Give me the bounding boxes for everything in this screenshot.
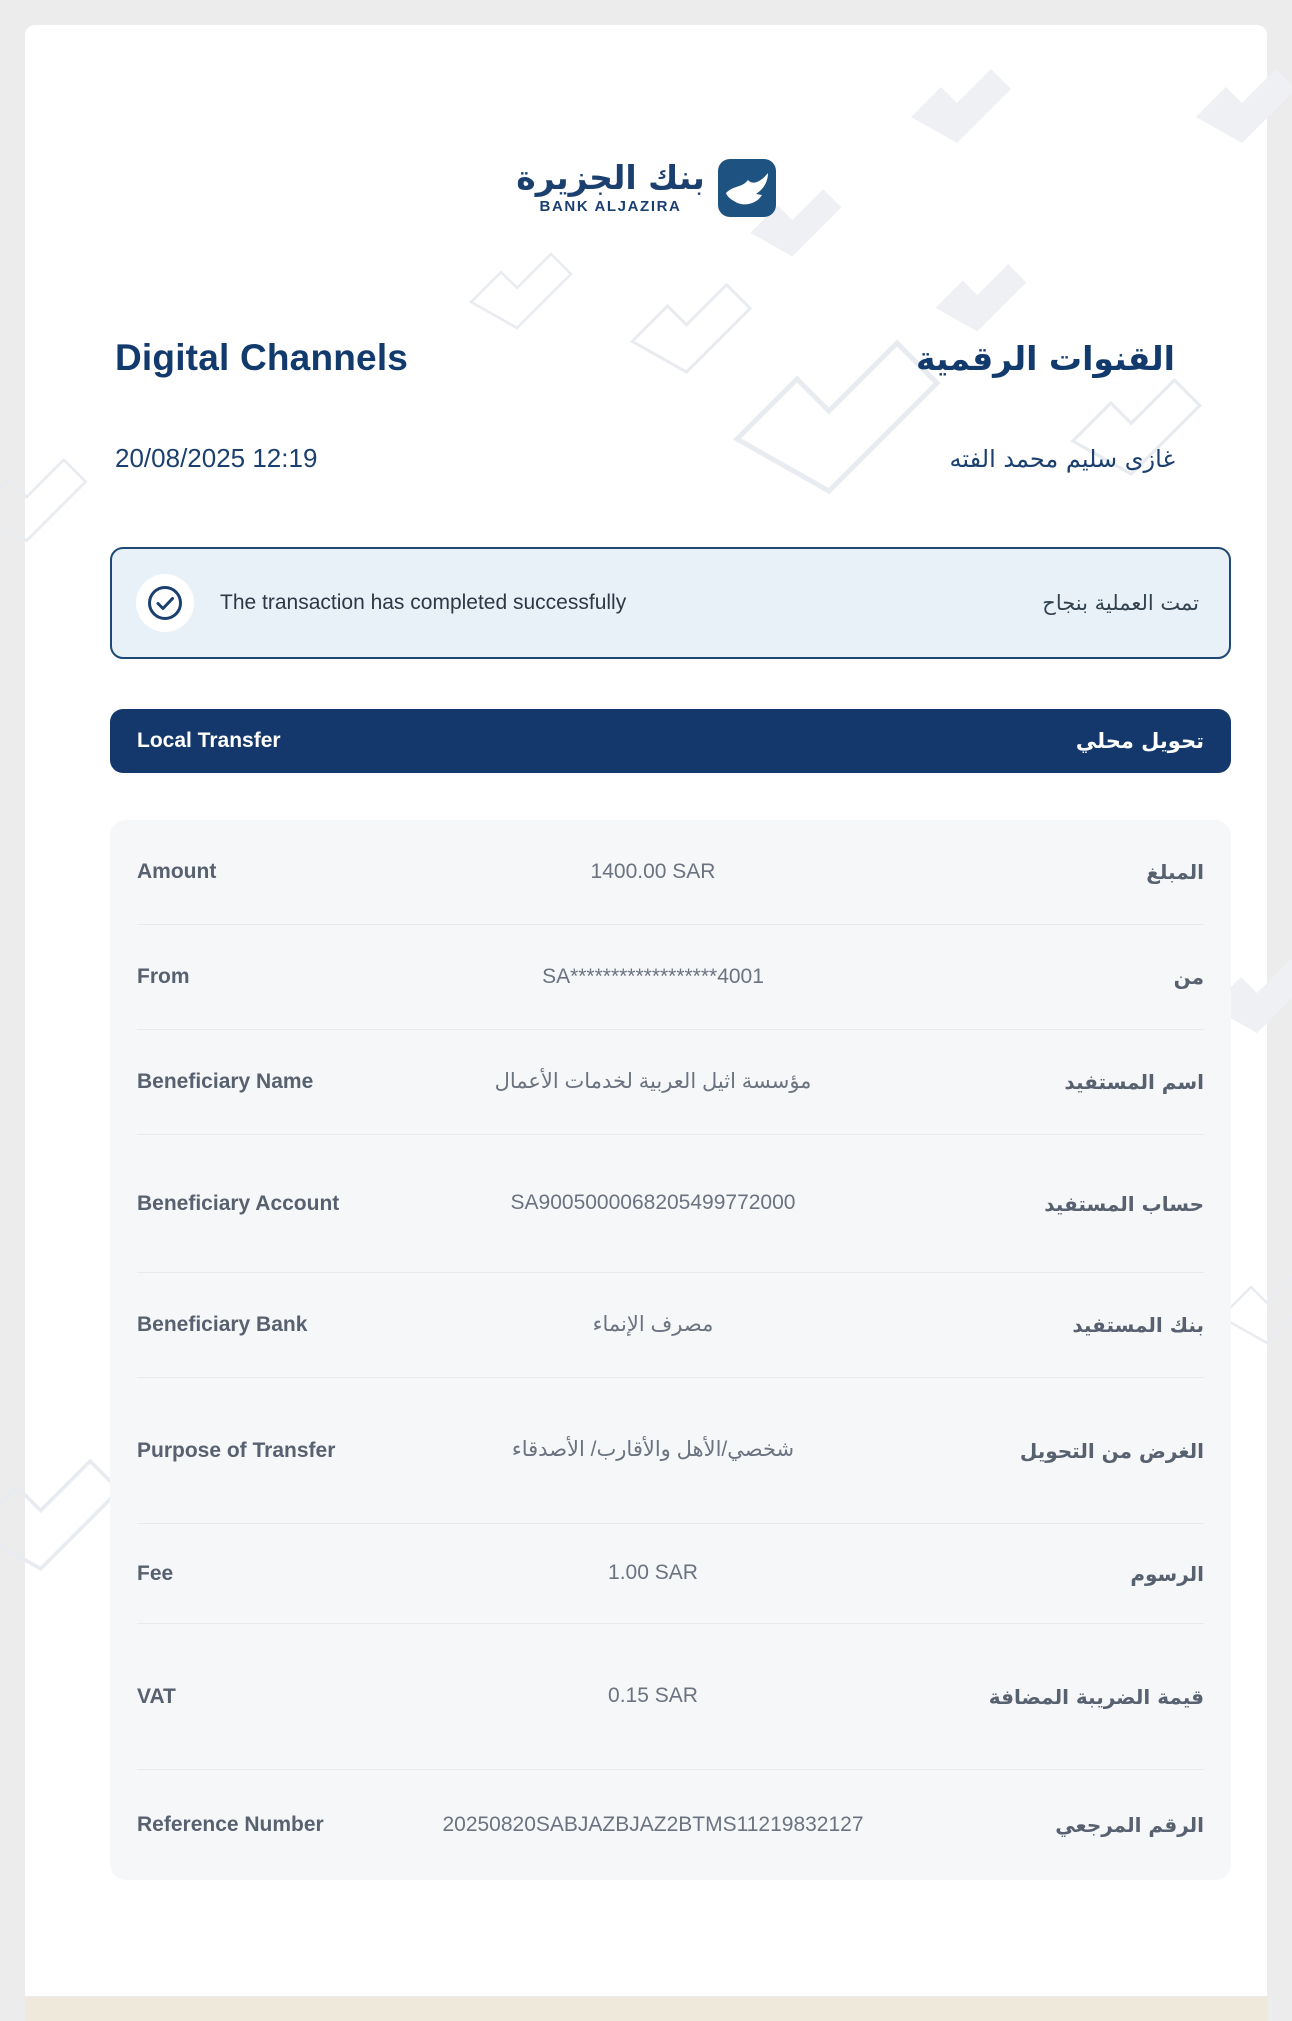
chevron-watermark-icon (1065, 375, 1205, 502)
customer-name: غازى سليم محمد الفته (949, 444, 1175, 473)
meta-row (115, 443, 1175, 474)
detail-label-ar: اسم المستفيد (1064, 1070, 1204, 1094)
page-title-en: Digital Channels (115, 337, 409, 378)
detail-label-en: VAT (137, 1684, 176, 1708)
detail-row (137, 820, 1204, 925)
detail-value: SA9005000068205499772000 (510, 1191, 796, 1215)
detail-value: 20250820SABJAZBJAZ2BTMS11219832127 (442, 1812, 864, 1836)
detail-value: مؤسسة اثيل العربية لخدمات الأعمال (494, 1069, 812, 1093)
detail-row (137, 925, 1204, 1030)
detail-row (137, 1770, 1204, 1880)
detail-label-ar: الغرض من التحويل (1019, 1438, 1204, 1463)
detail-label-ar: المبلغ (1146, 860, 1204, 884)
success-banner (110, 547, 1231, 659)
detail-value: مصرف الإنماء (592, 1312, 714, 1336)
detail-value: 1.00 SAR (608, 1561, 698, 1585)
detail-label-ar: الرقم المرجعي (1055, 1813, 1204, 1837)
detail-label-en: Beneficiary Name (137, 1070, 314, 1094)
detail-label-en: From (137, 965, 190, 989)
receipt-card (25, 25, 1267, 1996)
footer-sand-strip (25, 1997, 1267, 2021)
detail-label-ar: الرسوم (1130, 1561, 1204, 1586)
detail-label-ar: بنك المستفيد (1072, 1313, 1204, 1337)
detail-label-en: Reference Number (137, 1813, 324, 1837)
check-circle-badge (136, 574, 194, 632)
detail-label-en: Amount (137, 860, 217, 884)
success-message-ar: تمت العملية بنجاح (1042, 591, 1199, 615)
bank-logo-english-text: BANK ALJAZIRA (539, 197, 682, 215)
detail-value: SA******************4001 (542, 964, 764, 988)
detail-label-ar: قيمة الضريبة المضافة (988, 1684, 1204, 1709)
bank-logo-arabic-text: بنك الجزيرة (516, 158, 705, 198)
detail-row (137, 1273, 1204, 1378)
title-row (115, 337, 1175, 379)
chevron-watermark-icon (1190, 65, 1292, 165)
detail-value: 0.15 SAR (608, 1684, 698, 1708)
detail-row (137, 1135, 1204, 1273)
chevron-watermark-icon (465, 250, 575, 350)
section-title-en: Local Transfer (137, 729, 281, 752)
detail-label-ar: من (1173, 965, 1204, 989)
chevron-watermark-icon (905, 65, 1015, 165)
detail-label-en: Fee (137, 1561, 174, 1585)
detail-value: 1400.00 SAR (590, 859, 716, 883)
detail-label-en: Beneficiary Account (137, 1191, 340, 1215)
detail-row (137, 1524, 1204, 1624)
success-message-en: The transaction has completed successfully (220, 591, 627, 614)
chevron-watermark-icon (0, 1455, 125, 1601)
transfer-details-table (110, 820, 1231, 1880)
detail-row (137, 1624, 1204, 1770)
detail-value: شخصي/الأهل والأقارب/ الأصدقاء (511, 1438, 795, 1462)
detail-label-en: Beneficiary Bank (137, 1313, 308, 1337)
detail-label-ar: حساب المستفيد (1044, 1191, 1204, 1216)
page-title-ar: القنوات الرقمية (915, 339, 1175, 378)
chevron-watermark-icon (0, 455, 90, 565)
bank-logo-bird-icon (718, 159, 776, 217)
transaction-datetime: 20/08/2025 12:19 (115, 443, 318, 473)
check-circle-icon (145, 583, 185, 623)
section-header-bar (110, 709, 1231, 773)
detail-row (137, 1378, 1204, 1524)
bank-logo (25, 159, 1267, 217)
detail-label-en: Purpose of Transfer (137, 1438, 336, 1462)
section-title-ar: تحويل محلي (1075, 729, 1204, 753)
detail-row (137, 1030, 1204, 1135)
